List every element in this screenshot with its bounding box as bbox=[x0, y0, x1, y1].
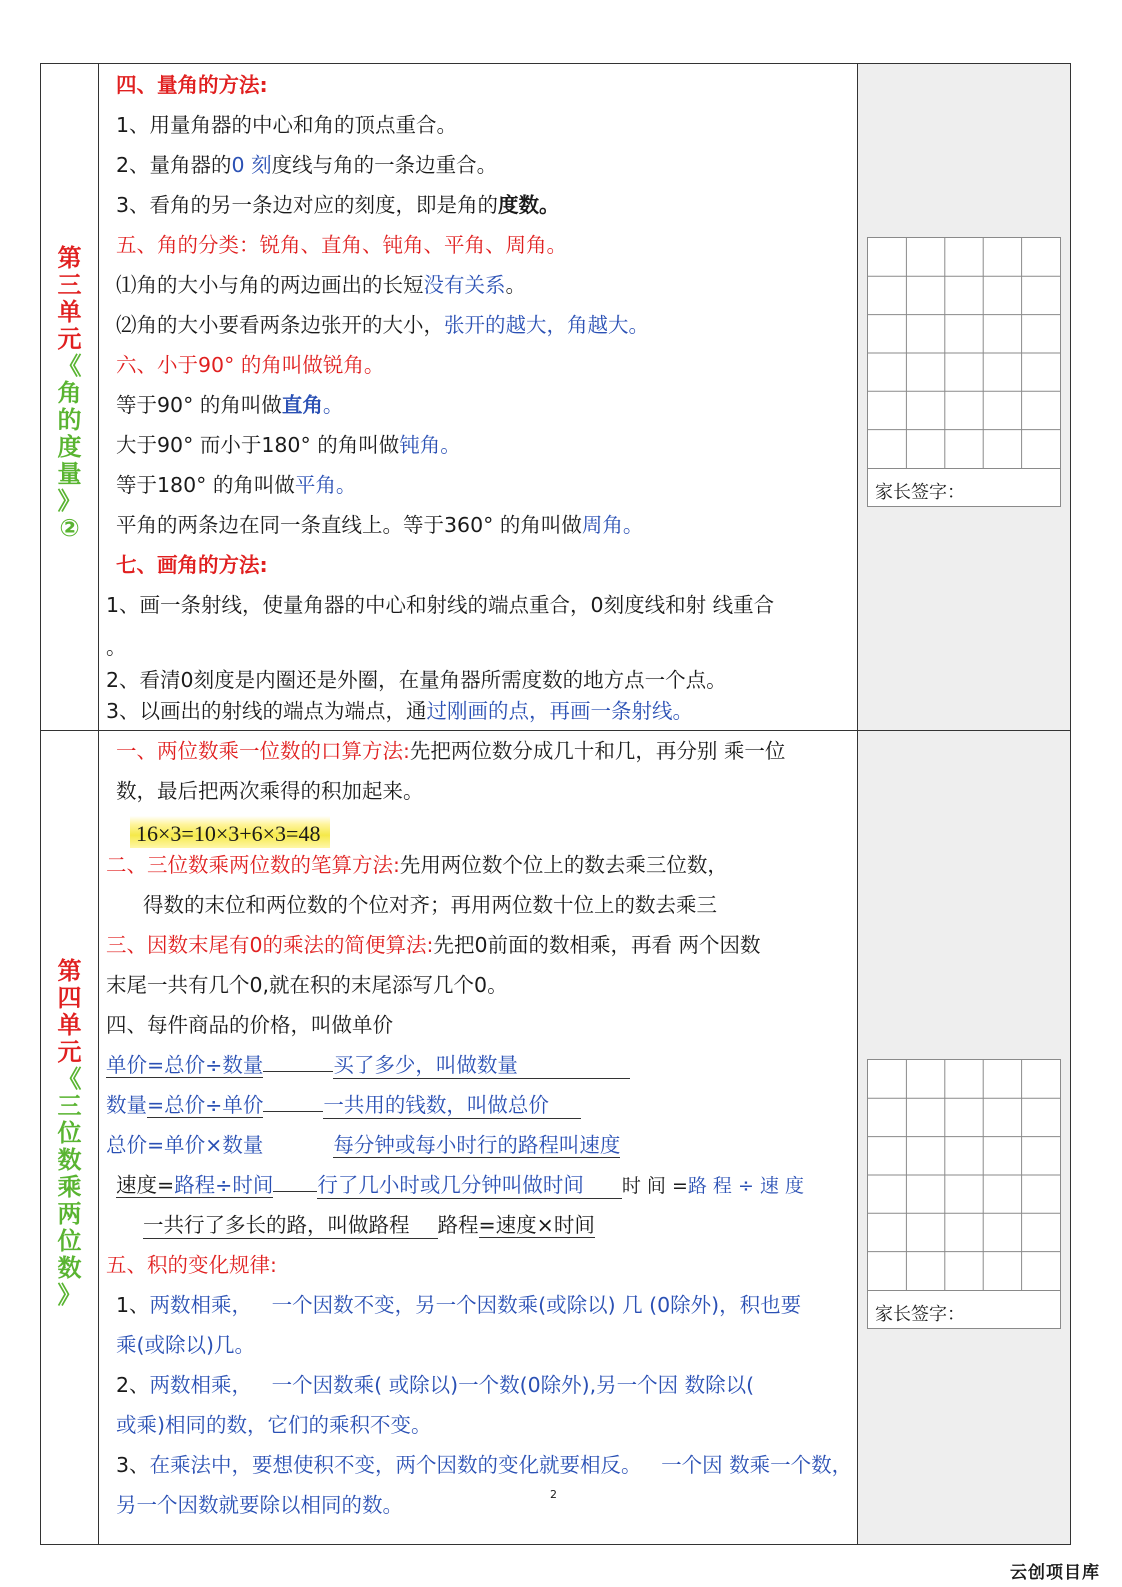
text-line: 数，最后把两次乘得的积加起来。 bbox=[116, 779, 424, 803]
text-run: 先把两位数分成几十和几，再分别 乘一位 bbox=[409, 739, 786, 763]
text-line bbox=[116, 738, 785, 764]
text-run: 先把0前面的数相乘，再看 两个因数 bbox=[433, 933, 761, 957]
text-run: 等于180° 的角叫做 bbox=[116, 473, 295, 497]
formula-highlight: 16×3=10×3+6×3=48 bbox=[130, 816, 330, 848]
text-line bbox=[116, 432, 461, 458]
text-run: 0 刻 bbox=[231, 153, 272, 177]
text-run: 平角的两条边在同一条直线上。等于360° 的角叫做 bbox=[116, 513, 582, 537]
text-line: 四、每件商品的价格，叫做单价 bbox=[106, 1013, 393, 1037]
text-run: =总价÷单价 bbox=[147, 1093, 264, 1117]
text-run: 一共行了多长的路，叫做路程 bbox=[143, 1212, 438, 1239]
text-run: 大于90° 而小于180° 的角叫做 bbox=[116, 433, 400, 457]
unit-char: 的 bbox=[57, 406, 82, 434]
formula-line bbox=[116, 1172, 804, 1199]
text-run: 过刚画的点，再画一条射线。 bbox=[426, 699, 694, 723]
unit-char: 》 bbox=[57, 1281, 82, 1309]
text-line bbox=[106, 852, 728, 878]
text-run: 没有关系 bbox=[423, 273, 506, 297]
text-run: 。 bbox=[505, 273, 526, 297]
unit-char: 元 bbox=[57, 1038, 82, 1066]
text-line: 乘(或除以)几。 bbox=[116, 1333, 255, 1357]
formula-line bbox=[106, 1132, 620, 1158]
row-divider bbox=[40, 730, 1071, 731]
text-run: 一、两位数乘一位数的口算方法: bbox=[116, 739, 410, 763]
unit-char: 《 bbox=[57, 1065, 82, 1093]
unit-char: 第 bbox=[57, 244, 82, 272]
unit-char: 量 bbox=[57, 460, 82, 488]
formula-line bbox=[106, 1052, 609, 1079]
text-line: 末尾一共有几个0,就在积的末尾添写几个0。 bbox=[106, 973, 508, 997]
text-line bbox=[106, 932, 761, 958]
text-run: ⑵角的大小要看两条边张开的大小， bbox=[116, 313, 444, 337]
text-line: 。 bbox=[106, 635, 127, 659]
text-line bbox=[116, 1452, 852, 1478]
text-run: 两数相乘， 一个因数乘( 或除以)一个数(0除外),另一个因 数除以( bbox=[149, 1373, 755, 1397]
text-run: 路 程 ÷ 速 度 bbox=[687, 1175, 804, 1197]
column-divider bbox=[857, 63, 858, 1545]
text-line: 2、看清0刻度是内圈还是外圈，在量角器所需度数的地方点一个点。 bbox=[106, 668, 727, 692]
section-heading: 六、小于90° 的角叫做锐角。 bbox=[116, 353, 385, 377]
text-run: 总价=单价×数量 bbox=[106, 1133, 264, 1157]
parent-signature-box[interactable]: 家长签字： bbox=[867, 469, 1061, 507]
text-run: 2、量角器的 bbox=[116, 153, 232, 177]
unit-char: 两 bbox=[57, 1200, 82, 1228]
text-run: ⑴角的大小与角的两边画出的长短 bbox=[116, 273, 424, 297]
text-run: 。 bbox=[322, 393, 344, 417]
unit-char: 第 bbox=[57, 957, 82, 985]
text-run: 每分钟或每小时行的路程叫速度 bbox=[333, 1133, 621, 1157]
text-run: 二、三位数乘两位数的笔算方法: bbox=[106, 853, 400, 877]
text-run: 数量 bbox=[106, 1093, 147, 1117]
text-line: 得数的末位和两位数的个位对齐；再用两位数十位上的数去乘三 bbox=[143, 893, 717, 917]
unit-char: ② bbox=[59, 514, 80, 542]
text-run: 2、 bbox=[116, 1373, 150, 1397]
text-run: 周角。 bbox=[581, 513, 644, 537]
text-run: 行了几小时或几分钟叫做时间 bbox=[317, 1172, 622, 1199]
text-line bbox=[106, 698, 693, 724]
unit-char: 《 bbox=[57, 352, 82, 380]
text-run: 两数相乘， 一个因数不变，另一个因数乘(或除以) 几 (0除外)，积也要 bbox=[149, 1293, 802, 1317]
unit-char: 单 bbox=[57, 298, 82, 326]
text-run: 等于90° 的角叫做 bbox=[116, 393, 282, 417]
unit-char: 四 bbox=[57, 984, 82, 1012]
section-heading: 五、角的分类：锐角、直角、钝角、平角、周角。 bbox=[116, 233, 567, 257]
text-run: 单价=总价÷数量 bbox=[106, 1053, 264, 1077]
grid-lines bbox=[868, 1060, 1060, 1290]
unit-char: 三 bbox=[57, 271, 82, 299]
text-run: 买了多少，叫做数量 bbox=[333, 1052, 630, 1079]
text-line: 或乘)相同的数，它们的乘积不变。 bbox=[116, 1413, 432, 1437]
text-line bbox=[116, 1292, 801, 1318]
unit-char: 元 bbox=[57, 325, 82, 353]
text-line bbox=[116, 512, 643, 538]
unit-char: 乘 bbox=[57, 1173, 82, 1201]
unit-char: 角 bbox=[57, 379, 82, 407]
formula-line bbox=[143, 1212, 595, 1239]
text-run: 平角。 bbox=[294, 473, 357, 497]
signature-grid bbox=[867, 237, 1061, 469]
text-run: 。 bbox=[628, 313, 649, 337]
section-heading: 五、积的变化规律: bbox=[106, 1253, 277, 1277]
section-heading: 四、量角的方法: bbox=[116, 73, 268, 97]
text-run: 三、因数末尾有0的乘法的简便算法: bbox=[106, 933, 434, 957]
text-line: 1、用量角器的中心和角的顶点重合。 bbox=[116, 113, 458, 137]
text-line: 1、画一条射线，使量角器的中心和射线的端点重合，0刻度线和射 线重合 bbox=[106, 593, 775, 617]
unit-char: 》 bbox=[57, 487, 82, 515]
text-run: 度数。 bbox=[498, 193, 560, 217]
text-run: 在乘法中，要想使积不变，两个因数的变化就要相反。 一个因 数乘一个数， bbox=[149, 1453, 853, 1477]
unit-char: 位 bbox=[57, 1119, 82, 1147]
unit-char: 三 bbox=[57, 1092, 82, 1120]
text-run: 路程÷时间 bbox=[174, 1173, 274, 1197]
text-run: 3、 bbox=[116, 1453, 150, 1477]
unit-char: 数 bbox=[57, 1146, 82, 1174]
text-run: 路程 bbox=[437, 1213, 479, 1237]
text-run: 直角 bbox=[281, 393, 323, 417]
text-line bbox=[116, 392, 343, 418]
unit-char: 数 bbox=[57, 1254, 82, 1282]
text-run: 时 间 = bbox=[621, 1175, 688, 1197]
text-run: 钝角。 bbox=[399, 433, 461, 457]
text-line bbox=[116, 272, 526, 298]
column-divider bbox=[98, 63, 99, 1545]
text-run: 一共用的钱数，叫做总价 bbox=[323, 1092, 581, 1119]
page-number: 2 bbox=[550, 1488, 557, 1501]
text-run: 度线与角的一条边重合。 bbox=[271, 153, 498, 177]
signature-grid bbox=[867, 1059, 1061, 1291]
unit-3-label bbox=[41, 245, 98, 542]
text-run: 先用两位数个位上的数去乘三位数， bbox=[399, 853, 728, 877]
parent-signature-box[interactable]: 家长签字： bbox=[867, 1291, 1061, 1329]
unit-char: 度 bbox=[57, 433, 82, 461]
unit-char: 单 bbox=[57, 1011, 82, 1039]
watermark: 云创项目库 bbox=[1010, 1563, 1100, 1583]
section-heading: 七、画角的方法: bbox=[116, 553, 268, 577]
unit-char: 位 bbox=[57, 1227, 82, 1255]
text-run: 张开的越大，角越大 bbox=[444, 313, 629, 337]
text-line bbox=[116, 192, 560, 218]
text-line bbox=[116, 1372, 754, 1398]
text-line bbox=[116, 312, 649, 338]
grid-lines bbox=[868, 238, 1060, 468]
text-line bbox=[116, 472, 356, 498]
unit-4-label bbox=[41, 958, 98, 1309]
text-run: 速度= bbox=[116, 1173, 175, 1197]
text-line bbox=[116, 152, 497, 178]
text-run: 3、以画出的射线的端点为端点，通 bbox=[106, 699, 427, 723]
text-run: 3、看角的另一条边对应的刻度，即是角的 bbox=[116, 193, 499, 217]
text-run: 1、 bbox=[116, 1293, 150, 1317]
formula-line bbox=[106, 1092, 581, 1119]
text-run: =速度×时间 bbox=[478, 1213, 595, 1237]
text-line: 另一个因数就要除以相同的数。 bbox=[116, 1493, 403, 1517]
